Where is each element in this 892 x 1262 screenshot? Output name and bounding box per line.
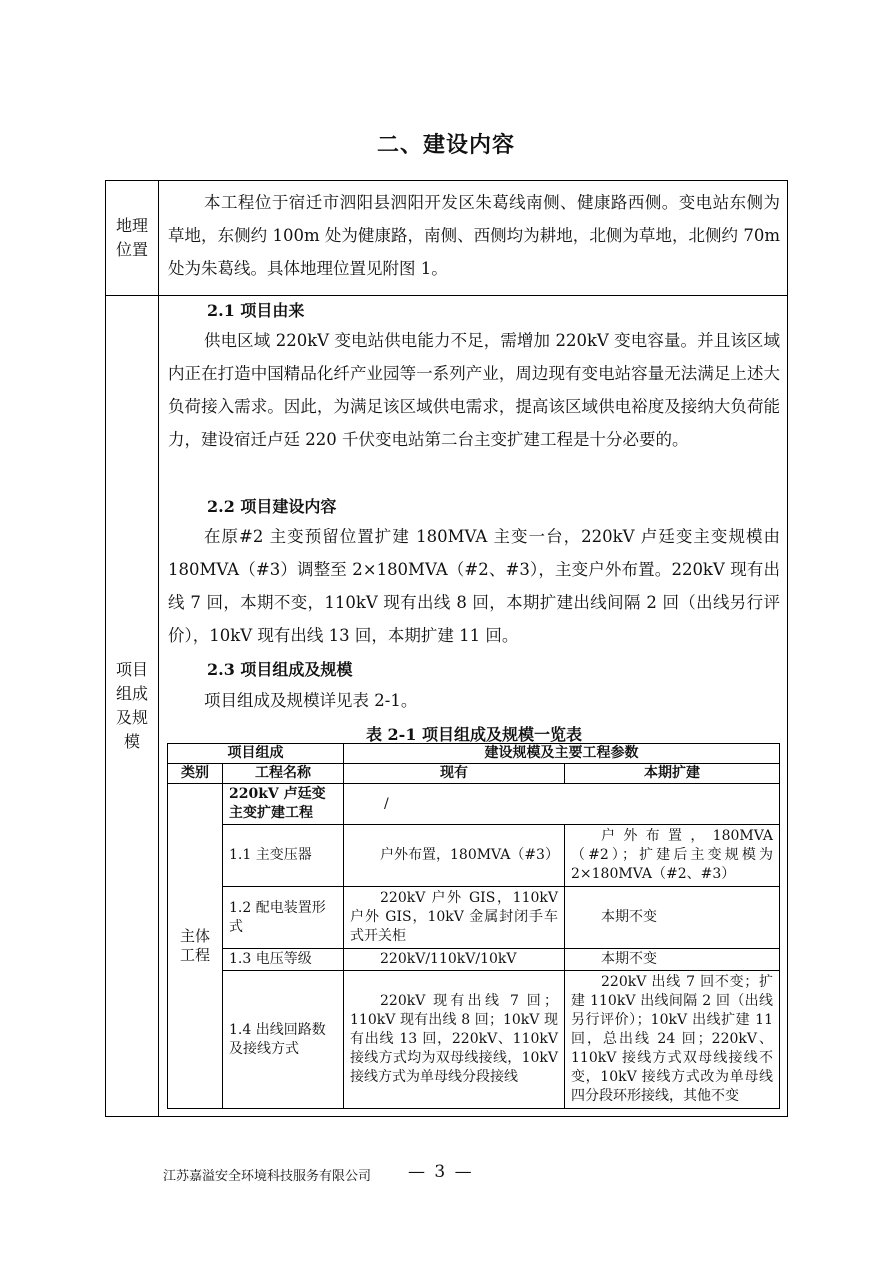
header-category: 类别 <box>168 764 223 784</box>
row-expansion: 本期不变 <box>565 887 780 949</box>
row-name: 220kV 卢廷变主变扩建工程 <box>223 784 344 825</box>
table-row <box>168 971 780 1109</box>
row-existing: 户外布置，180MVA（#3） <box>344 825 565 887</box>
table-row <box>168 784 780 825</box>
location-label: 地理 位置 <box>115 216 148 259</box>
project-table <box>167 743 780 1109</box>
section-2-3-block <box>168 684 780 717</box>
section-2-2-text: 在原#2 主变预留位置扩建 180MVA 主变一台，220kV 卢廷变主变规模由 180MVA（#3）调整至 2×180MVA（#2、#3），主变户外布置。220kV 现有出线 7 回，本期不变，110kV 现有出线 8 回，本期扩建出线间隔 2 回（出线另行评价），10kV 现有出线 13 回，本期扩建 11 回。 <box>168 527 780 645</box>
section-2-2-block <box>168 520 780 652</box>
row-expansion: 220kV 出线 7 回不变；扩建 110kV 出线间隔 2 回（出线另行评价）；10kV 出线扩建 11 回，总出线 24 回；220kV、110kV 接线方式双母线接线不变，10kV 接线方式改为单母线四分段环形接线，其他不变 <box>565 971 780 1109</box>
category-cell: 主体 工程 <box>168 784 223 1109</box>
section-2-3-text: 项目组成及规模详见表 2-1。 <box>204 691 418 710</box>
frame-divider-vertical <box>158 180 159 1117</box>
section-2-1-title: 2.1 项目由来 <box>207 301 305 320</box>
table-header-row <box>168 764 780 784</box>
row-existing: / <box>344 784 780 825</box>
footer-company: 江苏嘉溢安全环境科技服务有限公司 <box>163 1169 372 1184</box>
location-text-block <box>168 186 780 285</box>
section-2-1-block <box>168 324 780 456</box>
row-name: 1.3 电压等级 <box>223 949 344 971</box>
section-2-1-text: 供电区域 220kV 变电站供电能力不足，需增加 220kV 变电容量。并且该区域内正在打造中国精品化纤产业园等一系列产业，周边现有变电站容量无法满足上述大负荷接入需求。因此，为满足该区域供电需求，提高该区域供电裕度及接纳大负荷能力，建设宿迁卢廷 220 千伏变电站第二台主变扩建工程是十分必要的。 <box>168 331 780 449</box>
row-expansion: 本期不变 <box>565 949 780 971</box>
section-2-3-title: 2.3 项目组成及规模 <box>207 660 353 679</box>
header-existing: 现有 <box>344 764 565 784</box>
table-caption: 表 2-1 项目组成及规模一览表 <box>365 725 583 744</box>
project-label: 项目 组成 及规 模 <box>115 660 148 751</box>
page-title: 二、建设内容 <box>376 132 515 158</box>
table-row <box>168 949 780 971</box>
header-project-group: 项目组成 <box>168 744 344 764</box>
row-existing: 220kV 户外 GIS，110kV 户外 GIS，10kV 金属封闭手车式开关柜 <box>344 887 565 949</box>
row-name: 1.4 出线回路数及接线方式 <box>223 971 344 1109</box>
table-header-row <box>168 744 780 764</box>
section-2-2-title: 2.2 项目建设内容 <box>207 497 337 516</box>
location-text: 本工程位于宿迁市泗阳县泗阳开发区朱葛线南侧、健康路西侧。变电站东侧为草地，东侧约 100m 处为健康路，南侧、西侧均为耕地，北侧为草地，北侧约 70m 处为朱葛线。具体地理位置见附图 1。 <box>168 193 780 278</box>
table-row <box>168 825 780 887</box>
row-name: 1.2 配电装置形式 <box>223 887 344 949</box>
row-existing: 220kV/110kV/10kV <box>344 949 565 971</box>
row-expansion: 户外布置，180MVA（#2）；扩建后主变规模为 2×180MVA（#2、#3） <box>565 825 780 887</box>
row-existing: 220kV 现有出线 7 回；110kV 现有出线 8 回；10kV 现有出线 13 回，220kV、110kV 接线方式均为双母线接线，10kV 接线方式为单母线分段接线 <box>344 971 565 1109</box>
page-number: — 3 — <box>408 1162 474 1182</box>
table-row <box>168 887 780 949</box>
header-expansion: 本期扩建 <box>565 764 780 784</box>
row-name: 1.1 主变压器 <box>223 825 344 887</box>
header-name: 工程名称 <box>223 764 344 784</box>
header-params: 建设规模及主要工程参数 <box>344 744 780 764</box>
frame-divider-horizontal <box>105 295 788 296</box>
